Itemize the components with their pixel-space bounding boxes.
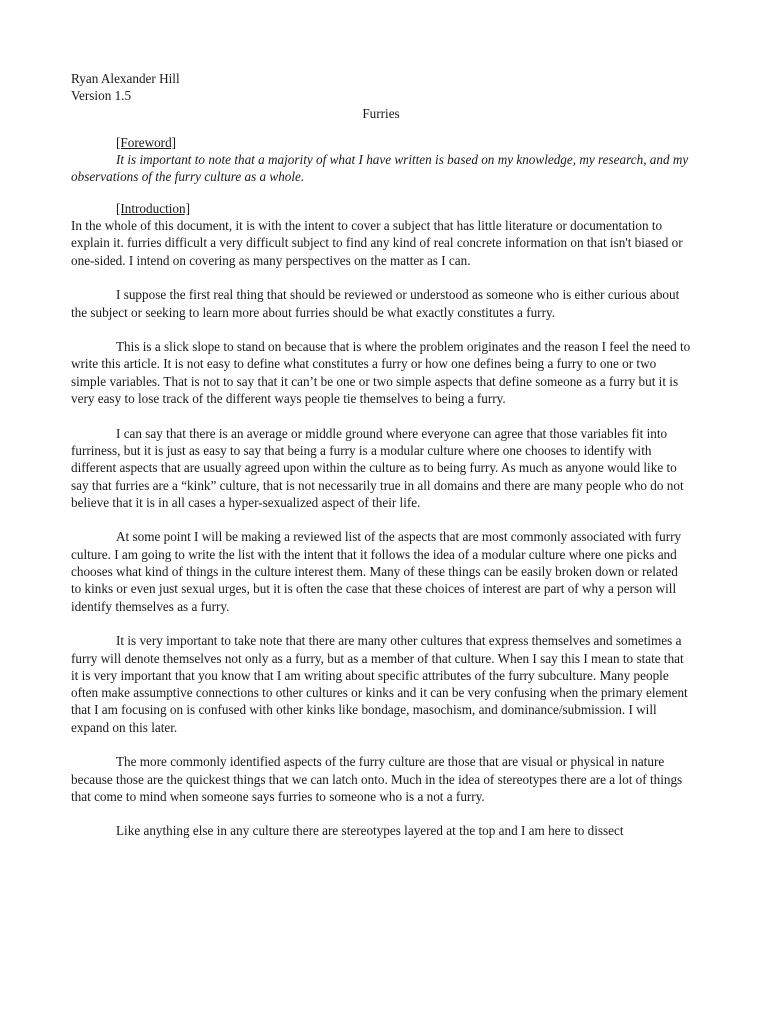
document-page xyxy=(71,70,691,857)
author-name: Ryan Alexander Hill xyxy=(71,71,180,86)
intro-paragraph-5: At some point I will be making a reviewed list of the aspects that are most commonly associated with furry culture. I am going to write the list with the intent that it follows the idea of a modular culture where one picks and chooses what kind of things in the culture interest them. Many of these things can be easily broken down or related to kinks or even just sexual urges, but it is often the case that these choices of interest are part of why a person will identify themselves as a furry. xyxy=(71,529,682,614)
intro-paragraph-3: This is a slick slope to stand on because that is where the problem originates and the reason I feel the need to write this article. It is not easy to define what constitutes a furry or how one defines being a furry to one or two simple variables. That is not to say that it can’t be one or two simple aspects that define someone as a furry but it is very easy to lose track of the different ways people tie themselves to being a furry. xyxy=(71,339,691,407)
foreword-text: It is important to note that a majority of what I have written is based on my knowledge, my research, and my observations of the furry culture as a whole. xyxy=(71,152,689,185)
intro-paragraph-1: In the whole of this document, it is with the intent to cover a subject that has little literature or documentation to explain it. furries difficult a very difficult subject to find any kind of real concrete information on that isn't biased or one-sided. I intend on covering as many perspectives on the matter as I can. xyxy=(71,218,683,268)
intro-paragraph-6: It is very important to take note that there are many other cultures that express themselves and sometimes a furry will denote themselves not only as a furry, but as a member of that culture. When I say this I mean to state that it is very important that you know that I am writing about specific attributes of the furry subculture. Many people often make assumptive connections to other cultures or kinks and it can be very confusing when the primary element that I am focusing on is confused with other kinks like bondage, masochism, and dominance/submission. I will expand on this later. xyxy=(71,633,688,735)
foreword-heading: [Foreword] xyxy=(116,134,177,150)
intro-paragraph-4: I can say that there is an average or middle ground where everyone can agree that those variables fit into furriness, but it is just as easy to say that being a furry is a modular culture where one chooses to identify with different aspects that are usually agreed upon within the culture as to being furry. As much as anyone would like to say that furries are a “kink” culture, that is not necessarily true in all domains and there are many people who do not believe that it is in all cases a hyper-sexualized aspect of their life. xyxy=(71,425,684,510)
version-label: Version 1.5 xyxy=(71,88,132,104)
intro-paragraph-7: The more commonly identified aspects of the furry culture are those that are visual or physical in nature because those are the quickest things that we can latch onto. Much in the idea of stereotypes there are a lot of things that come to mind when someone says furries to someone who is a not a furry. xyxy=(71,754,683,804)
intro-paragraph-8: Like anything else in any culture there are stereotypes layered at the top and I am here to dissect xyxy=(116,823,624,839)
introduction-heading: [Introduction] xyxy=(116,200,190,216)
document-title: Furries xyxy=(362,105,400,121)
intro-paragraph-2: I suppose the first real thing that should be reviewed or understood as someone who is either curious about the subject or seeking to learn more about furries should be what exactly constitutes a furry. xyxy=(71,287,680,320)
